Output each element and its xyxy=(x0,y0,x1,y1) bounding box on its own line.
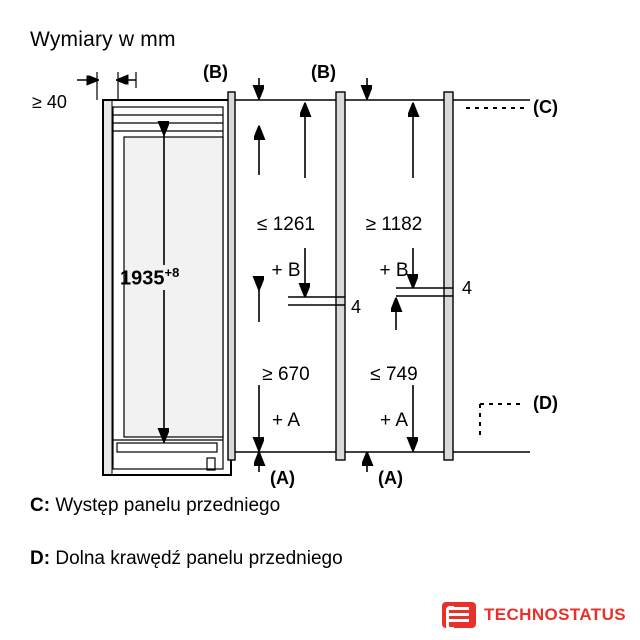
dimension-lower-right-line2: + A xyxy=(380,410,408,431)
page-title: Wymiary w mm xyxy=(30,28,176,51)
legend-item-c-text: Występ panelu przedniego xyxy=(50,495,281,516)
marker-c: (C) xyxy=(533,97,558,117)
dimension-upper-left-line1: ≤ 1261 xyxy=(257,214,315,235)
watermark xyxy=(442,602,626,628)
dimension-upper-right xyxy=(344,190,444,305)
dimension-lower-right-line1: ≤ 749 xyxy=(370,364,418,385)
marker-a-right: (A) xyxy=(378,468,403,488)
overall-height-tolerance: +8 xyxy=(164,265,180,280)
min-gap-label: ≥ 40 xyxy=(32,92,67,112)
legend-item-c xyxy=(30,495,280,517)
dimension-upper-right-line1: ≥ 1182 xyxy=(365,214,423,235)
watermark-text: TECHNOSTATUS xyxy=(483,605,626,624)
overall-height-label xyxy=(120,265,179,291)
legend-item-d-text: Dolna krawędź panelu przedniego xyxy=(50,548,343,569)
dimension-upper-left xyxy=(236,190,336,305)
dimension-lower-left-line1: ≥ 670 xyxy=(262,364,310,385)
dimension-upper-left-line2: + B xyxy=(271,260,301,281)
dimension-lower-right xyxy=(344,340,444,455)
dimension-lower-left-line2: + A xyxy=(272,410,300,431)
small-number-right: 4 xyxy=(462,278,473,298)
marker-b-left: (B) xyxy=(203,62,228,82)
dimension-upper-right-line2: + B xyxy=(379,260,409,281)
legend-item-d-key: D: xyxy=(30,548,51,569)
small-number-left: 4 xyxy=(351,297,362,317)
marker-a-left: (A) xyxy=(270,468,295,488)
marker-d: (D) xyxy=(533,393,558,413)
overall-height-value: 1935 xyxy=(120,267,165,290)
marker-b-right: (B) xyxy=(311,62,336,82)
technostatus-logo-icon xyxy=(442,602,476,628)
legend-item-d xyxy=(30,548,343,570)
legend-item-c-key: C: xyxy=(30,495,51,516)
dimension-lower-left xyxy=(236,340,336,455)
